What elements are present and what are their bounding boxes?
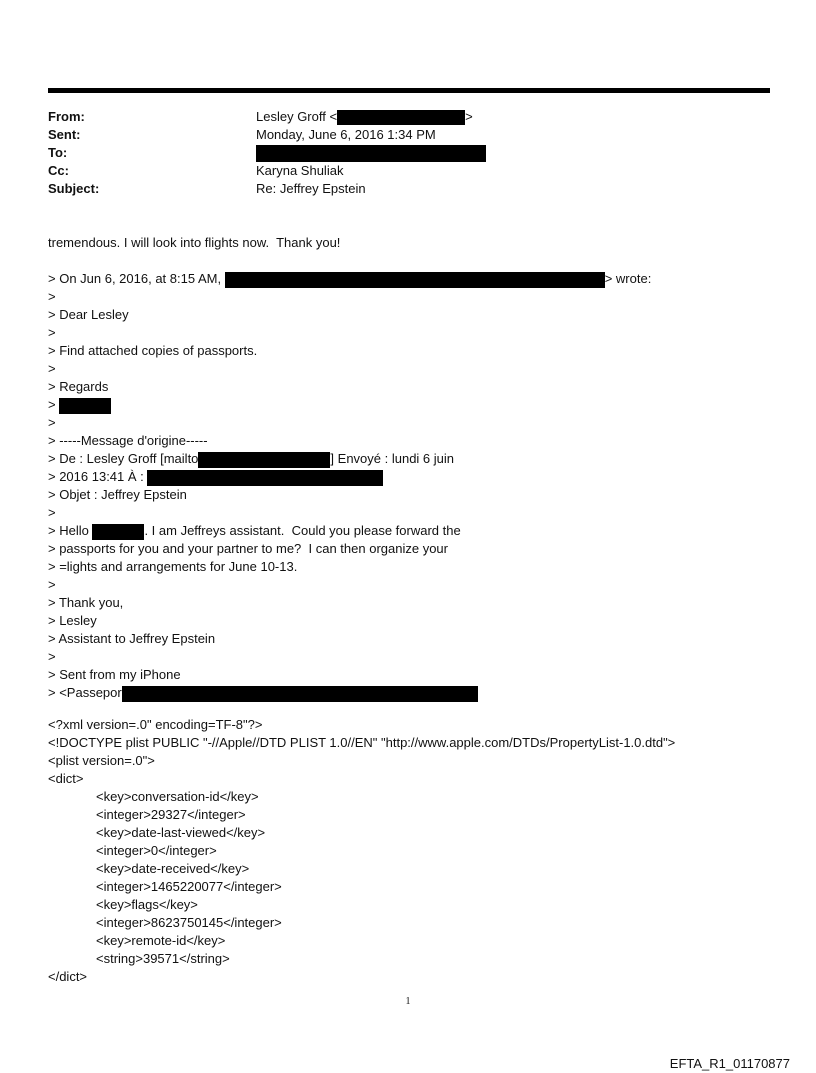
xml-line: <key>conversation-id</key>: [96, 789, 259, 804]
quote-line: > =lights and arrangements for June 10-13.: [48, 559, 298, 574]
quote-line: [48, 468, 770, 486]
quote-line: >: [48, 577, 56, 592]
xml-line: <key>flags</key>: [96, 897, 198, 912]
quote-line: > Thank you,: [48, 595, 124, 610]
subject-label: Subject:: [48, 181, 100, 196]
from-value: [256, 108, 473, 126]
from-close: >: [465, 109, 473, 124]
redaction-box: [337, 110, 465, 125]
sent-value: Monday, June 6, 2016 1:34 PM: [256, 127, 436, 142]
xml-line: </dict>: [48, 969, 88, 984]
redaction-box: [59, 398, 111, 414]
quote-date-prefix: > 2016 13:41 À :: [48, 469, 148, 484]
quote-line: [48, 522, 770, 540]
quote-line: > Dear Lesley: [48, 307, 129, 322]
xml-line: <integer>8623750145</integer>: [96, 915, 282, 930]
redaction-box: [92, 524, 144, 540]
xml-line: <string>39571</string>: [96, 951, 230, 966]
redaction-box: [147, 470, 383, 486]
bates-number: EFTA_R1_01170877: [669, 1056, 790, 1071]
quote-de-suffix: ] Envoyé : lundi 6 juin: [330, 451, 454, 466]
plist-block: [48, 716, 770, 986]
quote-line: > Regards: [48, 379, 109, 394]
quote-line: > passports for you and your partner to me? I can then organize your: [48, 541, 448, 556]
quote-on-prefix: > On Jun 6, 2016, at 8:15 AM,: [48, 271, 225, 286]
header-rule: [48, 88, 770, 93]
cc-label: Cc:: [48, 163, 69, 178]
quote-line: > Find attached copies of passports.: [48, 343, 258, 358]
quote-line: > -----Message d'origine-----: [48, 433, 208, 448]
xml-line: <integer>1465220077</integer>: [96, 879, 282, 894]
from-name: Lesley Groff <: [256, 109, 338, 124]
quote-line: >: [48, 325, 56, 340]
cc-value: Karyna Shuliak: [256, 163, 344, 178]
redaction-box: [256, 145, 486, 162]
to-label: To:: [48, 145, 68, 160]
xml-line: <key>date-received</key>: [96, 861, 250, 876]
quote-line: > Sent from my iPhone: [48, 667, 181, 682]
xml-line: <key>remote-id</key>: [96, 933, 226, 948]
quote-line: >: [48, 649, 56, 664]
from-label: From:: [48, 109, 85, 124]
redaction-box: [225, 272, 605, 288]
quote-line: > Objet : Jeffrey Epstein: [48, 487, 187, 502]
quote-line: > Lesley: [48, 613, 97, 628]
sent-label: Sent:: [48, 127, 81, 142]
quote-hello-suffix: . I am Jeffreys assistant. Could you please forward the: [144, 523, 461, 538]
xml-line: <!DOCTYPE plist PUBLIC "-//Apple//DTD PLIST 1.0//EN" "http://www.apple.com/DTDs/PropertyList-1.0.dtd">: [48, 735, 676, 750]
quote-line: >: [48, 505, 56, 520]
quote-on-suffix: > wrote:: [604, 271, 652, 286]
xml-line: <integer>0</integer>: [96, 843, 217, 858]
xml-line: <dict>: [48, 771, 84, 786]
quote-line: [48, 396, 770, 414]
quote-line: >: [48, 415, 56, 430]
quote-hello-prefix: > Hello: [48, 523, 93, 538]
page-number: 1: [405, 996, 411, 1007]
redaction-box: [122, 686, 478, 702]
xml-line: <integer>29327</integer>: [96, 807, 246, 822]
quote-line: [48, 684, 770, 702]
quote-passepor: > <Passepor: [48, 685, 122, 700]
to-value: [256, 144, 486, 162]
quote-line: [48, 270, 770, 288]
redaction-box: [198, 452, 330, 468]
email-body: [48, 234, 770, 702]
xml-line: <key>date-last-viewed</key>: [96, 825, 266, 840]
quote-sig-prefix: >: [48, 397, 60, 412]
quote-line: > Assistant to Jeffrey Epstein: [48, 631, 216, 646]
xml-line: <plist version=.0">: [48, 753, 155, 768]
reply-line: tremendous. I will look into flights now. Thank you!: [48, 235, 341, 250]
quote-line: >: [48, 289, 56, 304]
xml-line: <?xml version=.0" encoding=TF-8"?>: [48, 717, 263, 732]
subject-value: Re: Jeffrey Epstein: [256, 181, 366, 196]
quote-de-prefix: > De : Lesley Groff [mailto: [48, 451, 199, 466]
quote-line: [48, 450, 770, 468]
quote-line: >: [48, 361, 56, 376]
